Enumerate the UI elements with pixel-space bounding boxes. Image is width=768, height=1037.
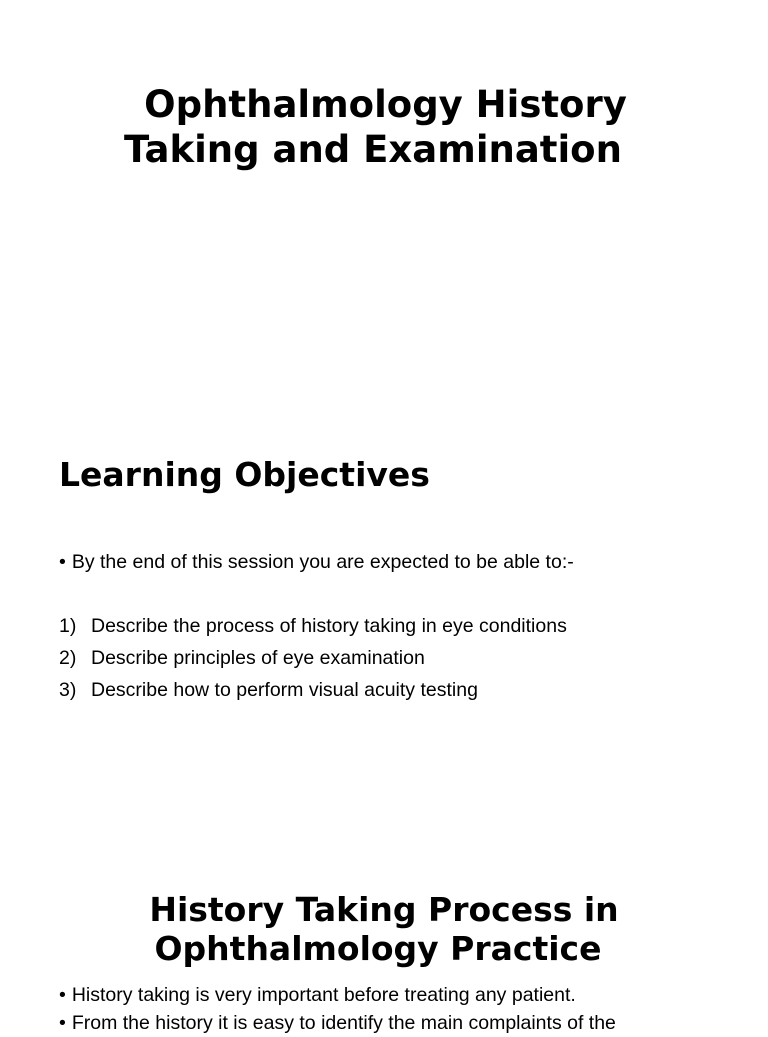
objective-number: 1)	[59, 615, 77, 637]
bullet-icon: •	[59, 1012, 66, 1034]
objective-item	[59, 644, 567, 676]
objective-list	[59, 612, 567, 708]
history-taking-heading-line-1: History Taking Process in	[149, 890, 619, 929]
objective-text: Describe principles of eye examination	[91, 647, 425, 669]
history-taking-heading-line-2: Ophthalmology Practice	[154, 929, 602, 968]
objective-number: 2)	[59, 647, 77, 669]
objective-text: Describe the process of history taking in eye conditions	[91, 615, 567, 637]
presentation-title	[0, 82, 768, 172]
objective-item	[59, 676, 567, 708]
presentation-title-line-2: Taking and Examination	[124, 128, 622, 171]
objective-item	[59, 612, 567, 644]
objectives-intro-text: By the end of this session you are expected to be able to:-	[71, 551, 574, 573]
objective-number: 3)	[59, 679, 77, 701]
history-bullet-list	[59, 981, 759, 1037]
list-item	[59, 1009, 759, 1037]
objectives-intro-bullet	[59, 548, 574, 576]
history-bullet-text: From the history it is easy to identify the main complaints of the	[71, 1012, 616, 1034]
learning-objectives-heading: Learning Objectives	[59, 455, 430, 494]
objective-text: Describe how to perform visual acuity testing	[91, 679, 478, 701]
list-item	[59, 981, 759, 1009]
history-taking-heading	[0, 890, 768, 968]
bullet-icon: •	[59, 551, 66, 573]
bullet-icon: •	[59, 984, 66, 1006]
history-bullet-text: History taking is very important before treating any patient.	[71, 984, 576, 1006]
presentation-title-line-1: Ophthalmology History	[144, 83, 627, 126]
